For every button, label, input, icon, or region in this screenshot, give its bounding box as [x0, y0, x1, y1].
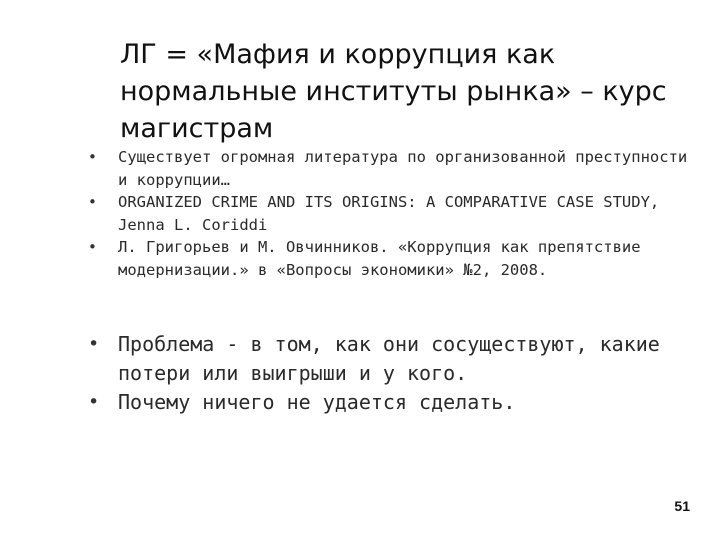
list-item — [88, 330, 688, 388]
page-number: 51 — [674, 498, 690, 514]
list-item-text: Существует огромная литература по организованной преступности и коррупции… — [118, 148, 688, 189]
slide-title: ЛГ = «Мафия и коррупция как нормальные институты рынка» – курс магистрам — [120, 39, 667, 144]
list-item-text: Проблема - в том, как они сосуществуют, какие потери или выигрыши и у кого. — [118, 332, 660, 385]
list-item-text: Л. Григорьев и М. Овчинников. «Коррупция как препятствие модернизации.» в «Вопросы экономики» №2, 2008. — [118, 238, 641, 279]
reference-list — [88, 146, 688, 281]
bullet-icon: • — [88, 193, 97, 211]
bullet-icon: • — [88, 333, 100, 355]
key-points-list — [88, 330, 688, 417]
list-item — [88, 236, 688, 281]
list-item — [88, 388, 688, 417]
list-item — [88, 146, 688, 191]
bullet-icon: • — [88, 238, 97, 256]
bullet-icon: • — [88, 391, 100, 413]
list-item — [88, 191, 688, 236]
bullet-icon: • — [88, 148, 97, 166]
list-item-text: ORGANIZED CRIME AND ITS ORIGINS: A COMPARATIVE CASE STUDY, Jenna L. Coriddi — [118, 193, 660, 234]
list-item-text: Почему ничего не удается сделать. — [118, 390, 516, 414]
